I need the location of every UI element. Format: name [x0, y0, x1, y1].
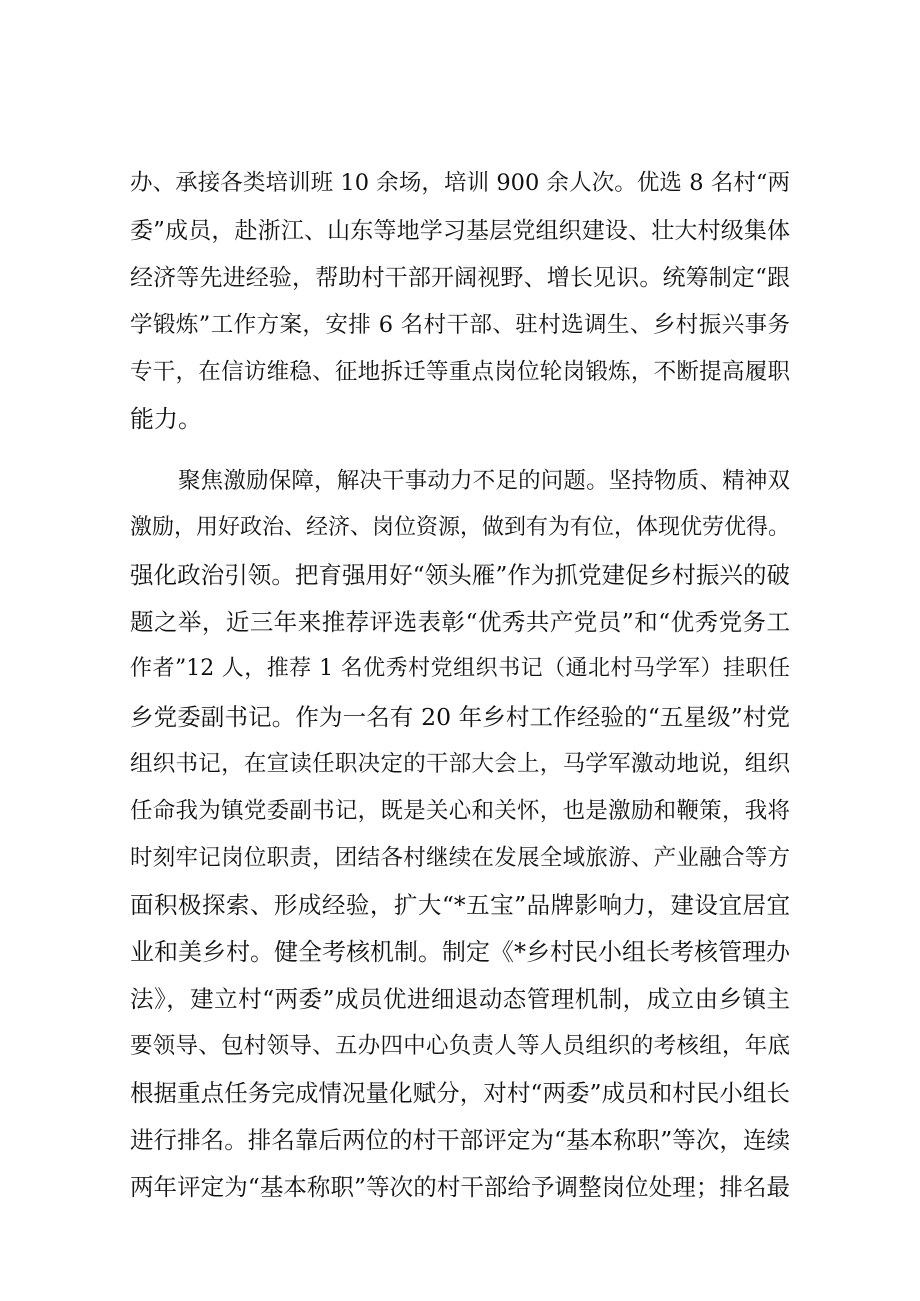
text-line: 组织书记，在宣读任职决定的干部大会上，马学军激动地说，组织 [130, 751, 790, 777]
text-line: 根据重点任务完成情况量化赋分，对村“两委”成员和村民小组长 [130, 1079, 790, 1107]
text-line: 乡党委副书记。作为一名有 20 年乡村工作经验的“五星级”村党 [130, 703, 790, 731]
text-line: 激励，用好政治、经济、岗位资源，做到有为有位，体现优劳优得。 [130, 515, 791, 540]
text-line: 强化政治引领。把育强用好“领头雁”作为抓党建促乡村振兴的破 [130, 561, 790, 589]
text-line: 经济等先进经验，帮助村干部开阔视野、增长见识。统筹制定“跟 [130, 265, 790, 291]
text-line: 委”成员，赴浙江、山东等地学习基层党组织建设、壮大村级集体 [130, 218, 790, 244]
text-line: 学锻炼”工作方案，安排 6 名村干部、驻村选调生、乡村振兴事务 [130, 312, 790, 338]
text-line: 专干，在信访维稳、征地拆迁等重点岗位轮岗锻炼，不断提高履职 [130, 359, 790, 385]
text-line: 能力。 [130, 405, 202, 433]
text-line: 两年评定为“基本称职”等次的村干部给予调整岗位处理；排名最 [130, 1173, 790, 1201]
text-line: 时刻牢记岗位职责，团结各村继续在发展全域旅游、产业融合等方 [130, 845, 790, 871]
text-line: 面积极探索、形成经验，扩大“*五宝”品牌影响力，建设宜居宜 [130, 891, 790, 919]
text-line: 作者”12 人，推荐 1 名优秀村党组织书记（通北村马学军）挂职任 [130, 656, 790, 681]
text-line: 要领导、包村领导、五办四中心负责人等人员组织的考核组，年底 [130, 1033, 790, 1059]
text-line: 任命我为镇党委副书记，既是关心和关怀，也是激励和鞭策，我将 [130, 798, 790, 824]
text-line: 题之举，近三年来推荐评选表彰“优秀共产党员”和“优秀党务工 [130, 608, 790, 636]
text-line: 进行排名。排名靠后两位的村干部评定为“基本称职”等次，连续 [130, 1126, 790, 1154]
text-line: 办、承接各类培训班 10 余场，培训 900 余人次。优选 8 名村“两 [130, 170, 790, 196]
text-line: 法》，建立村“两委”成员优进细退动态管理机制，成立由乡镇主 [130, 985, 790, 1013]
text-line: 聚焦激励保障，解决干事动力不足的问题。坚持物质、精神双 [178, 468, 790, 494]
text-line: 业和美乡村。健全考核机制。制定《*乡村民小组长考核管理办 [130, 938, 790, 966]
